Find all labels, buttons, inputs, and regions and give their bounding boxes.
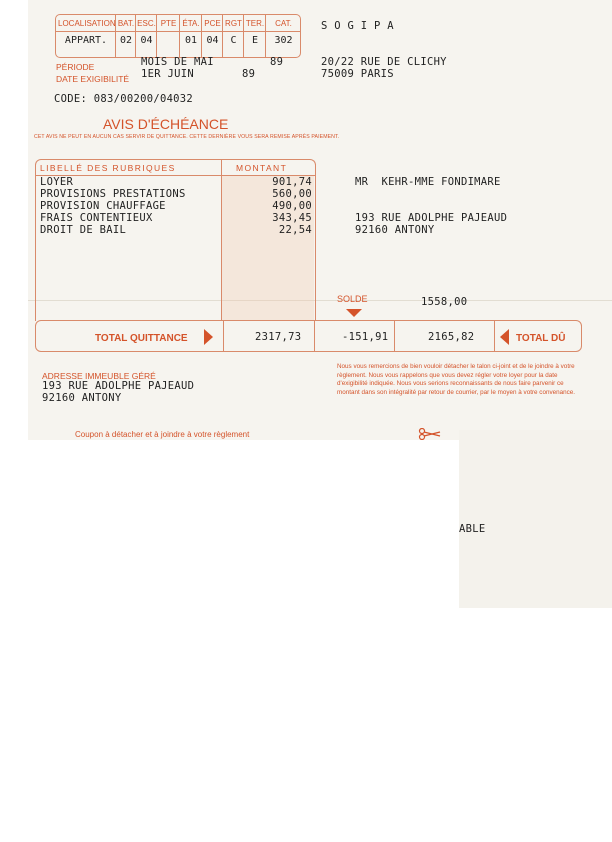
fragment-text: ABLE (459, 523, 486, 535)
col-header-libelle: LIBELLÉ DES RUBRIQUES (40, 163, 176, 173)
payment-note: Nous vous remercions de bien vouloir détacher le talon ci-joint et de le joindre à votre règlement. Nous vous rappelons que vous devez régler votre loyer pour la date d'exigibilité indiquée. Nous vous serions reconnaissants de nous faire parvenir ce montant dans son intégralité par retour de courrier, par le moyen à votre convenance. (337, 363, 576, 396)
row-amount: 343,45 (272, 212, 312, 224)
client-code: CODE: 083/00200/04032 (54, 93, 194, 105)
loc-value-eta: 01 (184, 35, 198, 46)
loc-value-pce: 04 (206, 35, 219, 46)
totals-divider (314, 321, 315, 351)
loc-value-bat: 02 (119, 35, 133, 46)
table-row (40, 212, 312, 224)
building-address-line1: 193 RUE ADOLPHE PAJEAUD (42, 380, 195, 392)
arrow-down-icon (346, 309, 362, 317)
company-address-line2: 75009 PARIS (321, 68, 394, 80)
company-address-line1: 20/22 RUE DE CLICHY (321, 56, 447, 68)
document-sheet-fragment (459, 430, 612, 608)
col-header-montant: MONTANT (236, 163, 288, 173)
loc-header-eta: ÉTA. (182, 19, 200, 28)
loc-value-cat: 302 (274, 35, 293, 46)
recipient-name: MR KEHR-MME FONDIMARE (355, 176, 501, 188)
localisation-table (55, 14, 301, 58)
solde-value: 1558,00 (421, 296, 468, 308)
table-row (40, 188, 312, 200)
total-du-value: 2165,82 (428, 331, 475, 343)
loc-col-rgt (222, 15, 244, 57)
loc-col-pce (201, 15, 223, 57)
table-row (40, 224, 312, 236)
loc-col-eta (179, 15, 202, 57)
totals-divider (494, 321, 495, 351)
loc-header-ter: TER. (245, 19, 265, 28)
loc-col-cat (265, 15, 301, 57)
loc-header-rgt: RGT (225, 19, 242, 28)
table-row (40, 200, 312, 212)
totals-divider (223, 321, 224, 351)
periode-year: 89 (270, 56, 284, 68)
table-row (40, 176, 312, 188)
row-amount: 560,00 (272, 188, 312, 200)
date-year: 89 (242, 68, 256, 80)
arrow-left-icon (500, 329, 509, 345)
row-label: DROIT DE BAIL (40, 224, 127, 236)
loc-value-rgt: C (230, 35, 237, 46)
row-label: FRAIS CONTENTIEUX (40, 212, 153, 224)
rubriques-rows (40, 176, 312, 236)
totals-divider (394, 321, 395, 351)
loc-header-pte: PTE (160, 19, 177, 28)
loc-value-localisation: APPART. (64, 35, 108, 46)
recipient-address-line2: 92160 ANTONY (355, 224, 435, 236)
loc-header-bat: BAT. (117, 19, 135, 28)
recipient-address-line1: 193 RUE ADOLPHE PAJEAUD (355, 212, 508, 224)
loc-col-pte (156, 15, 180, 57)
coupon-instruction: Coupon à détacher et à joindre à votre règlement (75, 430, 250, 439)
loc-col-bat (115, 15, 136, 57)
row-label: LOYER (40, 176, 74, 188)
loc-header-localisation: LOCALISATION (58, 19, 116, 28)
row-label: PROVISION CHAUFFAGE (40, 200, 166, 212)
loc-col-ter (243, 15, 266, 57)
row-amount: 22,54 (278, 224, 312, 236)
periode-value: MOIS DE MAI (141, 56, 214, 68)
loc-header-esc: ESC. (137, 19, 156, 28)
loc-header-pce: PCE (204, 19, 221, 28)
date-value: 1ER JUIN (141, 68, 194, 80)
row-amount: 901,74 (272, 176, 312, 188)
document-title: AVIS D'ÉCHÉANCE (103, 116, 229, 132)
building-address-label: ADRESSE IMMEUBLE GÉRÉ (42, 371, 156, 381)
row-label: PROVISIONS PRESTATIONS (40, 188, 186, 200)
loc-header-cat: CAT. (275, 19, 292, 28)
periode-label: PÉRIODE (56, 62, 95, 72)
company-name: S O G I P A (321, 20, 394, 32)
solde-amount: -151,91 (342, 331, 389, 343)
quittance-notice: CET AVIS NE PEUT EN AUCUN CAS SERVIR DE QUITTANCE. CETTE DERNIÈRE VOUS SERA REMISE APRÈS PAIEMENT. (34, 134, 340, 140)
date-exigibilite-label: DATE EXIGIBILITÉ (56, 74, 130, 84)
total-quittance-value: 2317,73 (255, 331, 302, 343)
loc-value-esc: 04 (140, 35, 153, 46)
total-du-label: TOTAL DÛ (516, 333, 566, 344)
loc-col-esc (135, 15, 157, 57)
total-quittance-label: TOTAL QUITTANCE (95, 333, 188, 344)
page-margin (0, 0, 28, 440)
loc-value-ter: E (251, 35, 259, 46)
building-address-line2: 92160 ANTONY (42, 392, 122, 404)
arrow-right-icon (204, 329, 213, 345)
row-amount: 490,00 (272, 200, 312, 212)
solde-label: SOLDE (337, 294, 368, 304)
scissors-icon (418, 428, 442, 440)
